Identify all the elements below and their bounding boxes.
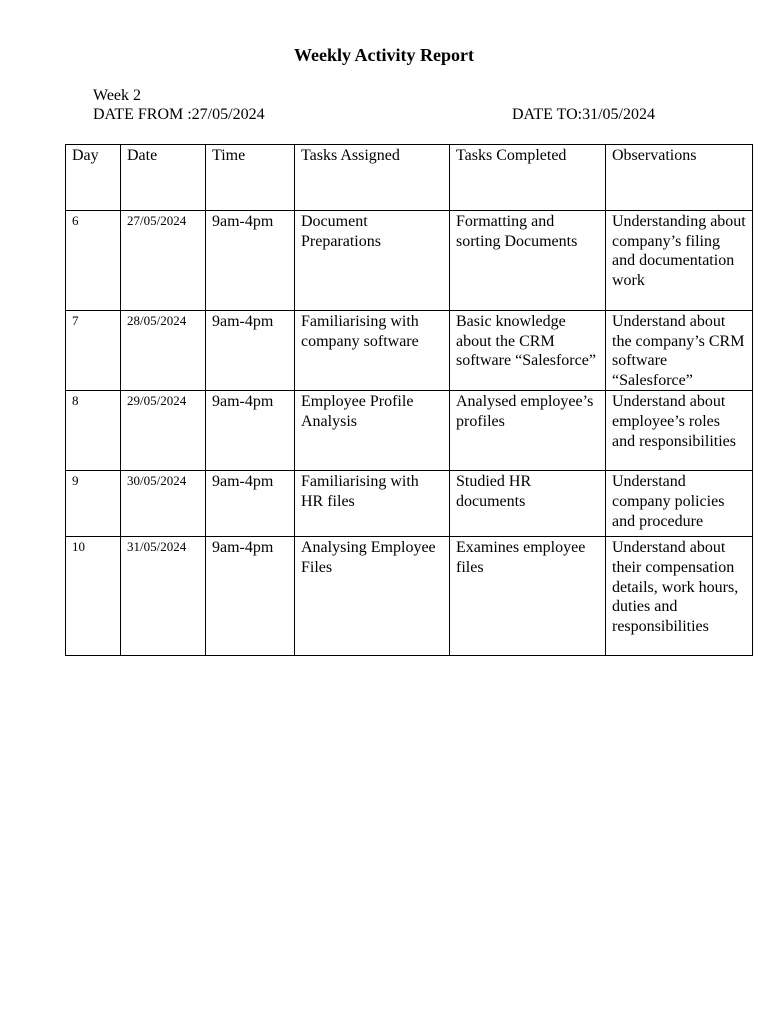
cell-tasks-assigned: Document Preparations <box>295 211 450 311</box>
cell-day: 9 <box>66 471 121 537</box>
cell-date: 30/05/2024 <box>121 471 206 537</box>
cell-day: 7 <box>66 311 121 391</box>
header-tasks-completed: Tasks Completed <box>450 145 606 211</box>
date-from-label: DATE FROM :27/05/2024 <box>93 106 265 123</box>
week-label: Week 2 <box>93 87 142 104</box>
cell-observations: Understand about their compensation details, work hours, duties and responsibilities <box>606 537 753 656</box>
table-row <box>66 311 753 391</box>
table-row <box>66 211 753 311</box>
cell-tasks-assigned: Employee Profile Analysis <box>295 391 450 471</box>
cell-time: 9am-4pm <box>206 391 295 471</box>
cell-tasks-completed: Formatting and sorting Documents <box>450 211 606 311</box>
cell-tasks-completed: Analysed employee’s profiles <box>450 391 606 471</box>
table-row <box>66 471 753 537</box>
header-date: Date <box>121 145 206 211</box>
report-title: Weekly Activity Report <box>294 45 474 65</box>
cell-day: 8 <box>66 391 121 471</box>
table-row <box>66 391 753 471</box>
cell-tasks-completed: Basic knowledge about the CRM software “Salesforce” <box>450 311 606 391</box>
cell-observations: Understand about the company’s CRM software “Salesforce” <box>606 311 753 391</box>
cell-day: 10 <box>66 537 121 656</box>
cell-tasks-assigned: Familiarising with company software <box>295 311 450 391</box>
cell-observations: Understanding about company’s filing and documentation work <box>606 211 753 311</box>
header-day: Day <box>66 145 121 211</box>
cell-time: 9am-4pm <box>206 537 295 656</box>
cell-date: 31/05/2024 <box>121 537 206 656</box>
cell-observations: Understand about employee’s roles and responsibilities <box>606 391 753 471</box>
cell-time: 9am-4pm <box>206 471 295 537</box>
cell-day: 6 <box>66 211 121 311</box>
cell-time: 9am-4pm <box>206 211 295 311</box>
header-observations: Observations <box>606 145 753 211</box>
header-tasks-assigned: Tasks Assigned <box>295 145 450 211</box>
cell-date: 28/05/2024 <box>121 311 206 391</box>
cell-tasks-assigned: Familiarising with HR files <box>295 471 450 537</box>
cell-tasks-completed: Studied HR documents <box>450 471 606 537</box>
cell-date: 29/05/2024 <box>121 391 206 471</box>
table-header-row <box>66 145 753 211</box>
cell-tasks-completed: Examines employee files <box>450 537 606 656</box>
cell-date: 27/05/2024 <box>121 211 206 311</box>
activity-table <box>65 144 753 656</box>
cell-time: 9am-4pm <box>206 311 295 391</box>
date-to-label: DATE TO:31/05/2024 <box>512 106 655 123</box>
cell-observations: Understand company policies and procedure <box>606 471 753 537</box>
header-time: Time <box>206 145 295 211</box>
cell-tasks-assigned: Analysing Employee Files <box>295 537 450 656</box>
table-row <box>66 537 753 656</box>
